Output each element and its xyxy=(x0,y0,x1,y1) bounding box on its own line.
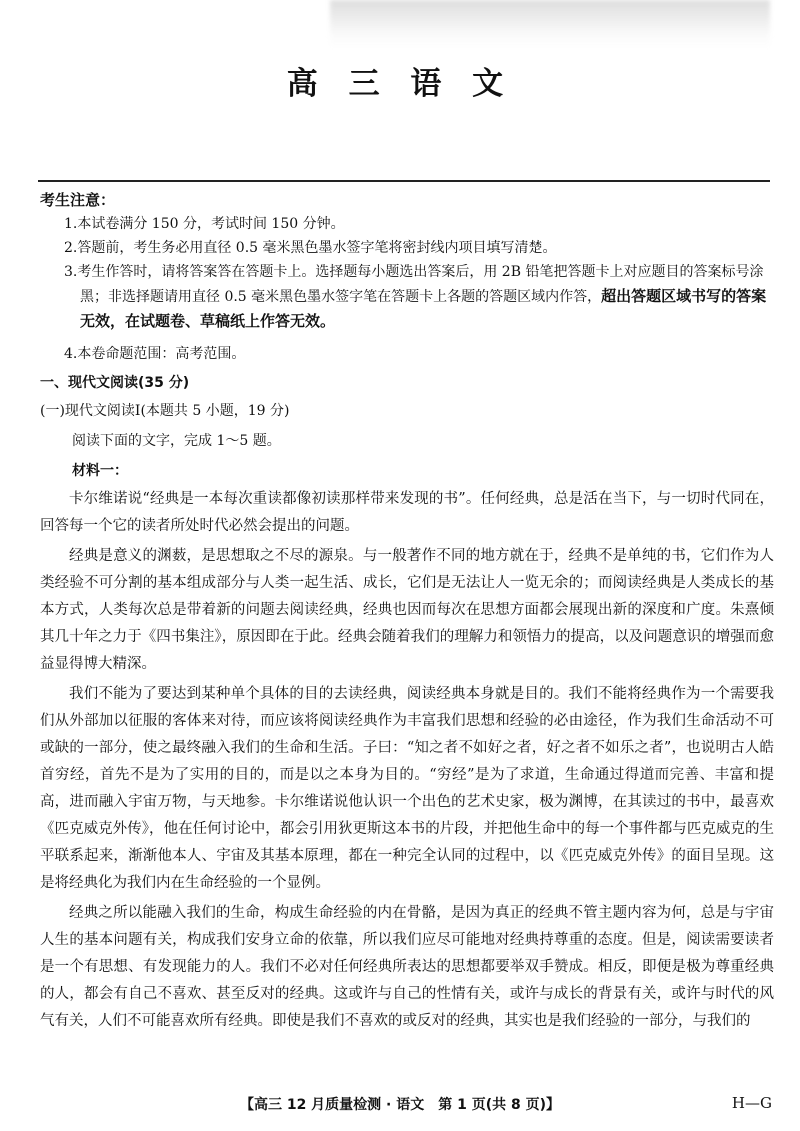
note-item-1: 1.本试卷满分 150 分，考试时间 150 分钟。 xyxy=(64,216,345,232)
page-footer: 【高三 12 月质量检测 · 语文 第 1 页(共 8 页)】 xyxy=(239,1097,561,1113)
paragraph: 经典是意义的渊薮，是思想取之不尽的源泉。与一般著作不同的地方就在于，经典不是单纯的书，它们作为人类经验不可分割的基本组成部分与人类一起生活、成长，它们是无法让人一览无余的；而阅读经典是人类成长的基本方式，人类每次总是带着新的问题去阅读经典，经典也因而每次在思想方面都会展现出新的深度和广度。朱熹倾其几十年之力于《四书集注》，原因即在于此。经典会随着我们的理解力和领悟力的提高，以及问题意识的增强而愈益显得博大精深。 xyxy=(40,548,774,672)
note-item-3-bold: 超出答题区域书写的答案无效，在试题卷、草稿纸上作答无效。 xyxy=(80,287,767,330)
scan-bleed-through xyxy=(330,0,770,48)
divider-rule xyxy=(38,180,770,182)
page-title: 高 三 语 文 xyxy=(286,66,514,102)
section-title: 一、现代文阅读(35 分) xyxy=(40,375,190,391)
notes-title: 考生注意： xyxy=(40,191,116,209)
section-subtitle: (一)现代文阅读Ⅰ(本题共 5 小题，19 分) xyxy=(40,403,290,419)
note-item-3 xyxy=(40,260,780,334)
note-item-3-text: 3.考生作答时，请将答案答在答题卡上。选择题每小题选出答案后，用 2B 铅笔把答题卡上对应题目的答案标号涂黑；非选择题请用直径 0.5 毫米黑色墨水签字笔在答题卡上各题的答题区域内作答， xyxy=(64,264,764,305)
reading-passage xyxy=(40,486,774,1038)
paragraph: 经典之所以能融入我们的生命，构成生命经验的内在骨骼，是因为真正的经典不管主题内容为何，总是与宇宙人生的基本问题有关，构成我们安身立命的依靠，所以我们应尽可能地对经典持尊重的态度。但是，阅读需要读者是一个有思想、有发现能力的人。我们不必对任何经典所表达的思想都要举双手赞成。相反，即便是极为尊重经典的人，都会有自己不喜欢、甚至反对的经典。这或许与自己的性情有关，或许与成长的背景有关，或许与时代的风气有关，人们不可能喜欢所有经典。即使是我们不喜欢的或反对的经典，其实也是我们经验的一部分，与我们的 xyxy=(40,905,774,1029)
exam-notes xyxy=(40,188,780,366)
exam-code: H—G xyxy=(731,1094,772,1112)
paragraph: 卡尔维诺说“经典是一本每次重读都像初读那样带来发现的书”。任何经典，总是活在当下，与一切时代同在，回答每一个它的读者所处时代必然会提出的问题。 xyxy=(40,491,774,534)
note-item-4: 4.本卷命题范围：高考范围。 xyxy=(64,346,246,362)
paragraph: 我们不能为了要达到某种单个具体的目的去读经典，阅读经典本身就是目的。我们不能将经典作为一个需要我们从外部加以征服的客体来对待，而应该将阅读经典作为丰富我们思想和经验的必由途径，作为我们生命活动不可或缺的一部分，使之最终融入我们的生命和生活。子曰：“知之者不如好之者，好之者不如乐之者”，也说明古人皓首穷经，首先不是为了实用的目的，而是以之本身为目的。“穷经”是为了求道，生命通过得道而完善、丰富和提高，进而融入宇宙万物，与天地参。卡尔维诺说他认识一个出色的艺术史家，极为渊博，在其读过的书中，最喜欢《匹克威克外传》，他在任何讨论中，都会引用狄更斯这本书的片段，并把他生命中的每一个事件都与匹克威克的生平联系起来，渐渐他本人、宇宙及其基本原理，都在一种完全认同的过程中，以《匹克威克外传》的面目呈现。这是将经典化为我们内在生命经验的一个显例。 xyxy=(40,686,774,891)
material-label: 材料一： xyxy=(72,463,128,479)
note-item-2: 2.答题前，考生务必用直径 0.5 毫米黑色墨水签字笔将密封线内项目填写清楚。 xyxy=(64,240,557,256)
section-instruction: 阅读下面的文字，完成 1～5 题。 xyxy=(72,433,281,449)
